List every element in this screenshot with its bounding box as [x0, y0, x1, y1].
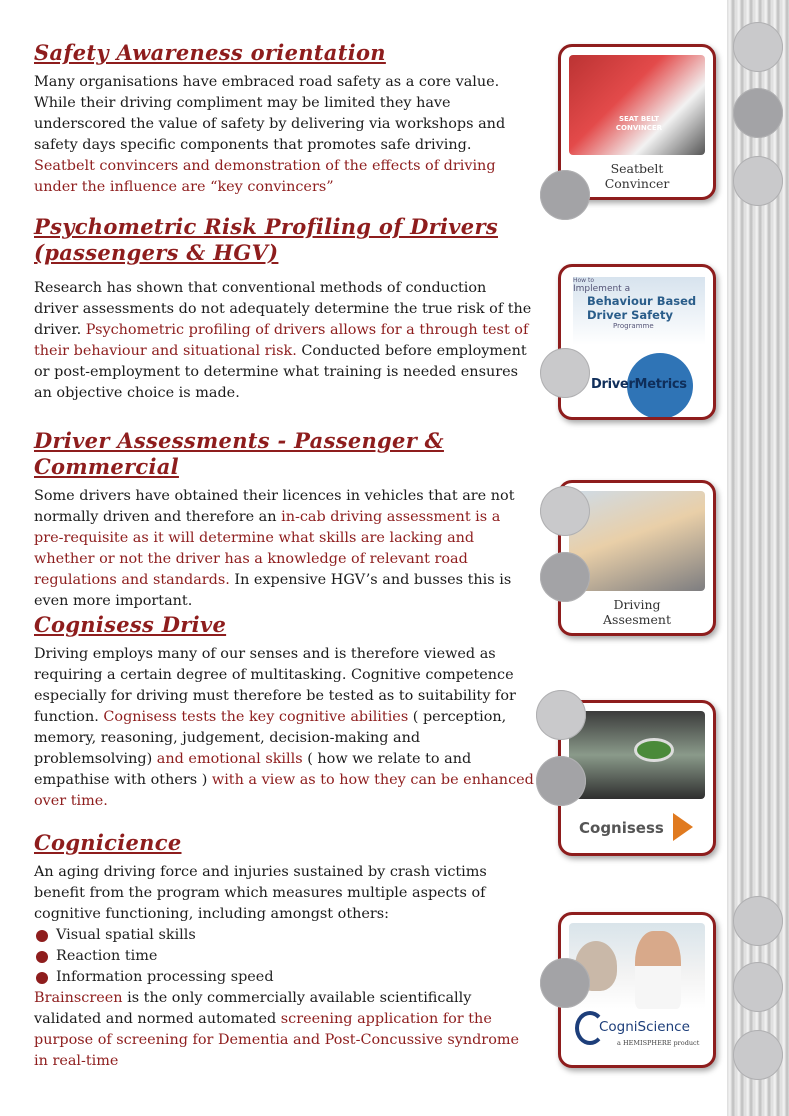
section-title: Psychometric Risk Profiling of Drivers (passengers & HGV): [34, 214, 498, 265]
decor-circle: [540, 958, 590, 1008]
decor-circle: [540, 552, 590, 602]
decor-circle: [733, 22, 783, 72]
seatbelt-photo: [569, 55, 705, 155]
card-caption: Driving Assesment: [603, 597, 671, 627]
programme-text: How to Implement a Behaviour Based Driver Safety Programme: [573, 277, 705, 345]
drivermetrics-logo: DriverMetrics: [591, 377, 687, 392]
list-item: Visual spatial skills: [34, 925, 534, 946]
decor-circle: [733, 962, 783, 1012]
section-title: Cognisess Drive: [34, 612, 227, 637]
doctor-figure: [635, 931, 681, 1009]
section-title: Driver Assessments - Passenger & Commercial: [34, 428, 444, 479]
doctor-patient-photo: [569, 923, 705, 1009]
photo-label: SEAT BELT CONVINCER: [615, 115, 663, 132]
decor-circle: [733, 1030, 783, 1080]
bullet-list: [34, 925, 534, 988]
decor-circle: [540, 348, 590, 398]
eye-photo: [569, 711, 705, 799]
cognisess-arrow-icon: [673, 813, 693, 841]
list-item: Reaction time: [34, 946, 534, 967]
card-driver-metrics: [558, 264, 716, 420]
list-item: Information processing speed: [34, 967, 534, 988]
decor-circle: [536, 690, 586, 740]
section-title: Safety Awareness orientation: [34, 40, 386, 65]
card-caption: Seatbelt Convincer: [604, 161, 670, 191]
section-body: Research has shown that conventional methods of conduction driver assessments do not adequately determine the true risk of the driver. Psychometric profiling of drivers allows for a through test of their behaviour and situational risk. Conducted before employment or post-employment to determine what training is needed ensures an objective choice is made.: [34, 280, 532, 401]
section-psychometric: [34, 214, 534, 404]
eye-icon: [637, 741, 671, 759]
section-body: Driving employs many of our senses and is therefore viewed as requiring a certain degree of multitasking. Cognitive competence especially for driving must therefore be tested as to suitability for function. Cognisess tests the key cognitive abilities ( perception, memory, reasoning, judgement, decision-making and problemsolving) and emotional skills ( how we relate to and empathise with others ) with a view as to how they can be enhanced over time.: [34, 646, 534, 809]
cogniscience-logo: CogniScience: [599, 1019, 690, 1035]
section-body: Some drivers have obtained their licences in vehicles that are not normally driven and therefore an in-cab driving assessment is a pre-requisite as it will determine what skills are lacking and whether or not the driver has a knowledge of relevant road regulations and standards. In expensive HGV’s and busses this is even more important.: [34, 488, 515, 609]
decor-circle: [733, 896, 783, 946]
decor-circle: [540, 170, 590, 220]
decor-circle: [733, 156, 783, 206]
section-body: An aging driving force and injuries sustained by crash victims benefit from the program which measures multiple aspects of cognitive functioning, including amongst others:: [34, 864, 487, 922]
section-driver-assessments: [34, 428, 534, 612]
cognisess-logo: Cognisess: [579, 819, 664, 837]
section-safety-awareness: [34, 40, 534, 198]
driver-safety-graphic: [569, 275, 705, 405]
decor-circle: [733, 88, 783, 138]
hemisphere-tagline: a HEMISPHERE product: [617, 1039, 700, 1047]
decor-circle: [536, 756, 586, 806]
section-cognisess-drive: [34, 612, 534, 812]
section-title: Cognicience: [34, 830, 182, 855]
section-body: Many organisations have embraced road safety as a core value. While their driving compliment may be limited they have underscored the value of safety by delivering via workshops and safety days specific components that promotes safe driving. Seatbelt convincers and demonstration of the effects of driving under the influence are “key convincers”: [34, 74, 506, 195]
decor-circle: [540, 486, 590, 536]
section-cognicience: [34, 830, 534, 1072]
section-tail: Brainscreen is the only commercially available scientifically validated and normed automated screening application for the purpose of screening for Dementia and Post-Concussive syndrome in real-time: [34, 990, 520, 1069]
